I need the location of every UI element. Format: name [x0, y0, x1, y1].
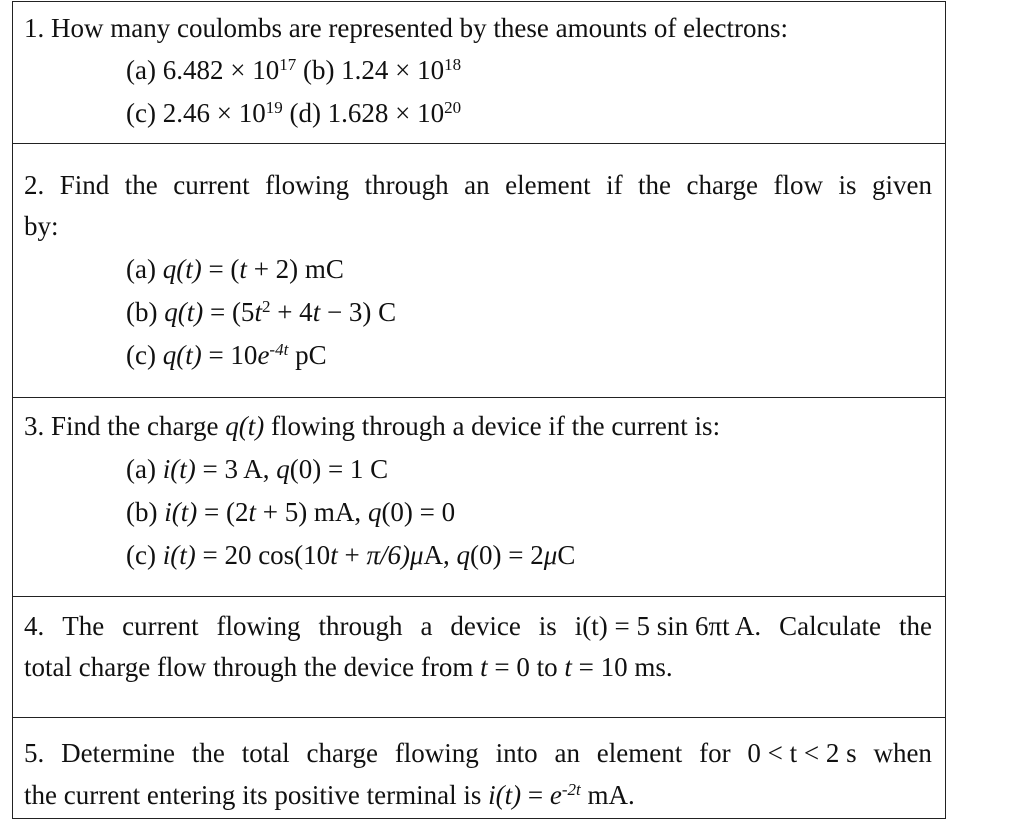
question-1-text: 1. How many coulombs are represented by these amounts of electrons:: [24, 13, 789, 43]
question-1-row-cd: (c) $2.46 \times 10^{19}$ (d) $1.628 \times 10^{20}$: [126, 98, 462, 128]
question-2-line-1: 2. Find the current flowing through an element if the charge flow is given: [24, 170, 932, 200]
separator-4: [12, 717, 946, 718]
separator-3: [12, 596, 946, 597]
question-3-item-c: (c) i(t) = 20 cos(10t + π/6)μA, q(0) = 2μC: [126, 540, 576, 570]
question-5-line-2: the current entering its positive terminal is $i(t) = e^{-2t}$ mA.: [24, 780, 635, 810]
question-3-item-a: (a) i(t) = 3 A, q(0) = 1 C: [126, 454, 389, 484]
question-2-item-a: (a) q(t) = (t + 2) mC: [126, 254, 344, 284]
question-2-item-c: (c) $q(t) = 10e^{-4t}$ pC: [126, 340, 327, 370]
separator-1: [12, 143, 946, 144]
question-2-line-2: by:: [24, 211, 59, 241]
question-3-item-b: (b) i(t) = (2t + 5) mA, q(0) = 0: [126, 497, 456, 527]
question-4-line-2: total charge flow through the device from t = 0 to t = 10 ms.: [24, 652, 673, 682]
separator-2: [12, 397, 946, 398]
question-1-row-ab: (a) $6.482 \times 10^{17}$ (b) $1.24 \times 10^{18}$: [126, 55, 462, 85]
question-5-line-1: 5. Determine the total charge flowing into an element for 0 < t < 2 s when: [24, 738, 932, 768]
question-4-line-1: 4. The current flowing through a device is i(t) = 5 sin 6πt A. Calculate the: [24, 611, 932, 641]
question-2-item-b: (b) $q(t) = (5t^2 + 4t - 3)$ C: [126, 297, 397, 327]
question-3-text: 3. Find the charge q(t) flowing through a device if the current is:: [24, 411, 721, 441]
